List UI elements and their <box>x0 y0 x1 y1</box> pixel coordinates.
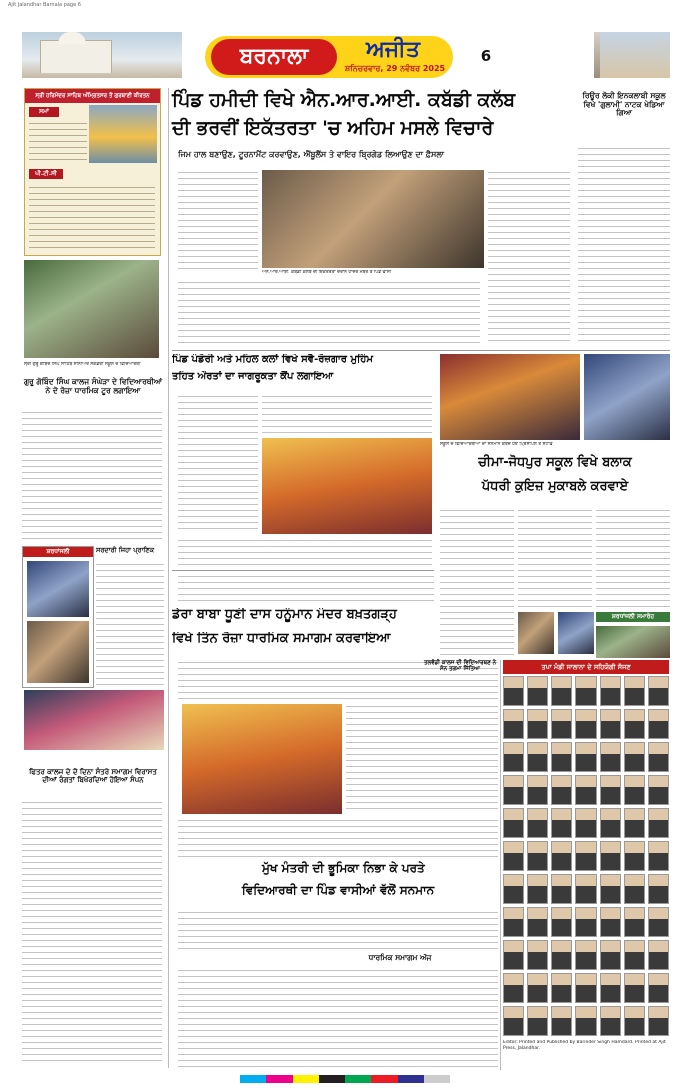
supporter-photo <box>624 808 645 838</box>
ad-title: ਤਪਾ ਮੰਡੀ ਸਾਲਾਨਾ ਦੇ ਸਹਿਯੋਗੀ ਸੱਜਣ <box>503 660 669 674</box>
tribute-photo-3 <box>596 626 670 658</box>
tribute-photo-2 <box>558 612 594 654</box>
religious-event-headline: ਧਾਰਮਿਕ ਸਮਾਗਮ ਅੱਜ <box>368 953 432 962</box>
supporter-photo <box>527 709 548 739</box>
camp-photo <box>262 438 432 534</box>
lead-body-col1 <box>178 170 258 270</box>
supporter-photo <box>624 1006 645 1036</box>
supporter-photo <box>648 841 669 871</box>
imprint-footer: Editor: Printed and Published by Barinder Singh Hamdard. Printed at Ajit Press, Jalandhar. <box>503 1040 666 1051</box>
supporter-photo <box>551 874 572 904</box>
college-group-photo <box>24 690 164 750</box>
supporter-photo <box>648 940 669 970</box>
supporter-photo <box>624 841 645 871</box>
dera-photo <box>182 704 342 814</box>
supporter-photo <box>551 676 572 706</box>
supporter-photo <box>503 775 524 805</box>
obituary-photo-2 <box>27 621 89 683</box>
lead-group-photo <box>262 170 484 268</box>
supporter-photo <box>575 973 596 1003</box>
supporter-photo <box>575 808 596 838</box>
supporter-photo <box>527 940 548 970</box>
dera-headline-line2: ਵਿਖੇ ਤਿੰਨ ਰੋਜ਼ਾ ਧਾਰਮਿਕ ਸਮਾਗਮ ਕਰਵਾਇਆ <box>172 632 391 646</box>
supporter-photo <box>527 1006 548 1036</box>
supporter-photo <box>624 742 645 772</box>
supporter-photo <box>527 907 548 937</box>
supporter-photo <box>551 907 572 937</box>
tribute-label: ਸ਼ਰਧਾਂਜਲੀ ਸਮਾਰੋਹ <box>596 612 670 622</box>
gurbani-banner <box>24 88 161 256</box>
supporter-photo <box>503 808 524 838</box>
right-top-photo <box>600 32 670 78</box>
supporter-photo <box>551 1006 572 1036</box>
supporter-photo <box>551 709 572 739</box>
supporter-photo <box>624 973 645 1003</box>
page-number: 6 <box>474 44 498 68</box>
masthead <box>22 32 670 78</box>
religious-event-body <box>178 968 498 1068</box>
gurbani-time-label: ਸਮਾਂ <box>29 107 59 117</box>
ptc-label: ਪੀ.ਟੀ.ਸੀ <box>29 169 63 179</box>
logo-band <box>205 36 453 78</box>
camp-headline-line1: ਪਿੰਡ ਪੰਡੋਰੀ ਅਤੇ ਮਹਿਲ ਕਲਾਂ ਵਿਖੇ ਸਵੈ-ਰੋਜ਼ਗਾਰ ਮੁਹਿੰਮ <box>172 354 373 365</box>
supporter-photo <box>624 907 645 937</box>
supporter-photo <box>527 973 548 1003</box>
supporter-photo <box>624 709 645 739</box>
obituary-box <box>22 546 94 688</box>
divider-camp <box>172 350 670 351</box>
logo-date: ਸ਼ਨਿਚਰਵਾਰ, 29 ਨਵੰਬਰ 2025 <box>344 64 446 73</box>
right-column-headline: ਰਿਊਰ ਲੋਕੀ ਇਨਕਲਾਬੀ ਸਕੂਲ ਵਿਖੇ 'ਗੁਲਾਮੀ' ਨਾਟਕ ਖੇਡਿਆ ਗਿਆ <box>582 91 666 118</box>
gate-dome <box>58 32 86 44</box>
supporter-photo <box>575 940 596 970</box>
camp-headline-line2: ਤਹਿਤ ਔਰਤਾਂ ਦਾ ਜਾਗਰੂਕਤਾ ਕੈਂਪ ਲਗਾਇਆ <box>172 371 334 382</box>
bus-tour-photo <box>24 260 159 358</box>
lead-headline-line2: ਦੀ ਭਰਵੀਂ ਇਕੱਤਰਤਾ 'ਚ ਅਹਿਮ ਮਸਲੇ ਵਿਚਾਰੇ <box>172 117 494 139</box>
dera-headline-line1: ਡੇਰਾ ਬਾਬਾ ਧੂਣੀ ਦਾਸ ਹਨੂੰਮਾਨ ਮੰਦਰ ਬਖ਼ਤਗੜ੍ਹ <box>172 608 397 622</box>
quiz-photo-2 <box>584 354 670 440</box>
supporter-photo <box>648 709 669 739</box>
supporter-photo <box>527 808 548 838</box>
logo-city: ਬਰਨਾਲਾ <box>211 39 337 75</box>
supporter-photo <box>600 1006 621 1036</box>
supporter-photo <box>575 676 596 706</box>
quiz-body-3 <box>596 508 670 608</box>
left-divider <box>168 88 169 1068</box>
honour-body <box>178 910 498 950</box>
supporters-grid <box>503 676 669 1038</box>
supporter-photo <box>527 775 548 805</box>
supporter-photo <box>551 742 572 772</box>
story-tour-headline: ਗੁਰੂ ਗੋਬਿੰਦ ਸਿੰਘ ਕਾਲਜ ਸੰਘੇੜਾ ਦੇ ਵਿਦਿਆਰਥੀਆਂ ਨੇ ਦੋ ਰੋਜ਼ਾ ਧਾਰਮਿਕ ਟੂਰ ਲਗਾਇਆ <box>23 377 163 395</box>
supporter-photo <box>575 709 596 739</box>
tribute-photo-1 <box>518 612 554 654</box>
gurbani-text-1 <box>29 121 87 161</box>
obituary-body <box>96 562 164 686</box>
supporter-photo <box>575 841 596 871</box>
supporter-photo <box>503 907 524 937</box>
supporter-photo <box>600 709 621 739</box>
supporter-photo <box>600 676 621 706</box>
supporter-photo <box>648 742 669 772</box>
story-tour-body <box>22 410 162 540</box>
gurbani-text-2 <box>29 185 155 249</box>
camp-body-2 <box>262 394 432 434</box>
honour-headline-line1: ਮੁੱਖ ਮੰਤਰੀ ਦੀ ਭੂਮਿਕਾ ਨਿਭਾ ਕੇ ਪਰਤੇ <box>262 861 425 875</box>
supporter-photo <box>503 709 524 739</box>
supporter-photo <box>600 973 621 1003</box>
obituary-photo-1 <box>27 561 89 617</box>
supporter-photo <box>648 808 669 838</box>
supporter-photo <box>551 775 572 805</box>
gate-photo <box>22 32 182 78</box>
story-heritage-headline: ਫਿਤਰ ਕਾਲਜ ਦੇ ਦੋ ਦਿਨਾ ਸੰਤਰੇ ਸਮਾਗਮ ਵਿਰਾਸਤ ਦੀਆਂ ਰੰਗਤਾਂ ਬਿਖੇਰਦਿਆਂ ਹੋਇਆ ਸੰਪਨ <box>29 768 157 785</box>
bus-tour-caption: ਸ੍ਰੀ ਗੁਰੂ ਗੋਬਿੰਦ ਸਿੰਘ ਸਾਹਿਬ ਸੀਨੀਅਰ ਸੈਕੰਡਰੀ ਸਕੂਲ ਦੇ ਵਿਦਿਆਰਥੀ <box>24 362 141 367</box>
quiz-headline-line2: ਪੱਧਰੀ ਕੁਇਜ਼ ਮੁਕਾਬਲੇ ਕਰਵਾਏ <box>481 479 629 494</box>
right-column-body <box>578 146 670 346</box>
camp-body-3 <box>178 538 432 566</box>
lead-body-col2 <box>488 170 570 346</box>
supporter-photo <box>527 742 548 772</box>
supporter-photo <box>503 874 524 904</box>
supporter-photo <box>600 940 621 970</box>
supporter-photo <box>527 874 548 904</box>
supporter-photo <box>600 775 621 805</box>
obituary-headline: ਸਰਦਾਰੀ ਜਿਹਾ ਪ੍ਰਾਣਿਕ <box>96 546 155 554</box>
story-heritage-body <box>22 800 162 1066</box>
supporter-photo <box>600 841 621 871</box>
supporter-photo <box>600 808 621 838</box>
supporter-photo <box>527 841 548 871</box>
supporter-photo <box>648 1006 669 1036</box>
quiz-photo-caption: ਸਕੂਲ ਦੇ ਵਿਦਿਆਰਥੀਆਂ ਦਾ ਸਨਮਾਨ ਕਰਦੇ ਹੋਏ ਪ੍ਰਿੰਸੀਪਲ ਤੇ ਸਟਾਫ਼ <box>440 442 553 447</box>
quiz-photo-1 <box>440 354 580 440</box>
supporter-photo <box>648 874 669 904</box>
supporter-photo <box>600 742 621 772</box>
lead-body-col3 <box>178 280 480 346</box>
quiz-body-2 <box>518 508 592 608</box>
supporter-photo <box>503 841 524 871</box>
supporter-photo <box>503 742 524 772</box>
honour-headline-line2: ਵਿਦਿਆਰਥੀ ਦਾ ਪਿੰਡ ਵਾਸੀਆਂ ਵੱਲੋਂ ਸਨਮਾਨ <box>241 883 435 897</box>
divider-dera <box>172 570 434 571</box>
supporter-photo <box>503 940 524 970</box>
supporter-photo <box>527 676 548 706</box>
gurbani-banner-title: ਸ੍ਰੀ ਹਰਿਮੰਦਰ ਸਾਹਿਬ ਅੰਮ੍ਰਿਤਸਰ ਤੋਂ ਗੁਰਬਾਣੀ ਕੀਰਤਨ <box>25 89 160 103</box>
print-color-bar <box>240 1075 450 1083</box>
dera-intro-body <box>178 574 434 604</box>
student-award-headline: ਤਲਵੰਡੀ ਕਾਲਜ ਦੀ ਵਿਦਿਆਰਥਣ ਨੇ ਸੋਨ ਤਗਮਾ ਜਿੱਤਿਆ <box>423 660 497 673</box>
quiz-headline-line1: ਚੀਮਾ-ਜੋਧਪੁਰ ਸਕੂਲ ਵਿਖੇ ਬਲਾਕ <box>478 455 632 470</box>
supporter-photo <box>503 1006 524 1036</box>
supporter-photo <box>648 775 669 805</box>
camp-body-1 <box>178 394 258 534</box>
supporter-photo <box>624 775 645 805</box>
supporter-photo <box>624 676 645 706</box>
lead-subhead: ਜਿਮ ਹਾਲ ਬਣਾਉਣ, ਟੂਰਨਾਮੈਂਟ ਕਰਵਾਉਣ, ਐਂਬੂਲੈਂਸ ਤੇ ਵਾਇਰ ਬ੍ਰਿਗੇਡ ਲਿਆਉਣ ਦਾ ਫ਼ੈਸਲਾ <box>178 150 445 159</box>
supporter-photo <box>648 907 669 937</box>
supporter-photo <box>624 940 645 970</box>
dera-body-3 <box>178 818 498 858</box>
top-line: Ajit Jalandhar Barnala page 6 <box>8 2 81 8</box>
supporter-photo <box>648 973 669 1003</box>
supporter-photo <box>575 775 596 805</box>
supporter-photo <box>648 676 669 706</box>
supporter-photo <box>503 973 524 1003</box>
gate-arch <box>40 40 112 73</box>
supporter-photo <box>503 676 524 706</box>
supporter-photo <box>551 808 572 838</box>
supporter-photo <box>624 874 645 904</box>
supporter-photo <box>575 907 596 937</box>
supporter-photo <box>600 874 621 904</box>
logo-ajit: ਅਜੀਤ <box>366 37 420 62</box>
lead-headline-line1: ਪਿੰਡ ਹਮੀਦੀ ਵਿਖੇ ਐਨ.ਆਰ.ਆਈ. ਕਬੱਡੀ ਕਲੱਬ <box>172 89 516 111</box>
supporter-photo <box>575 1006 596 1036</box>
supporter-photo <box>551 940 572 970</box>
golden-temple-photo <box>89 105 157 163</box>
supporter-photo <box>551 841 572 871</box>
supporter-photo <box>575 874 596 904</box>
supporter-photo <box>600 907 621 937</box>
supporter-photo <box>575 742 596 772</box>
supporter-photo <box>551 973 572 1003</box>
dera-body-2 <box>346 704 498 814</box>
ad-divider <box>500 660 501 1070</box>
lead-photo-caption: ਐਨ.ਆਰ.ਆਈ. ਕਬੱਡੀ ਕਲੱਬ ਦੀ ਇਕੱਤਰਤਾ ਦੌਰਾਨ ਹਾਜ਼ਰ ਮੈਂਬਰ ਤੇ ਪਿੰਡ ਵਾਸੀ <box>262 270 392 275</box>
obituary-label: ਸ਼ਰਧਾਂਜਲੀ <box>23 547 93 557</box>
